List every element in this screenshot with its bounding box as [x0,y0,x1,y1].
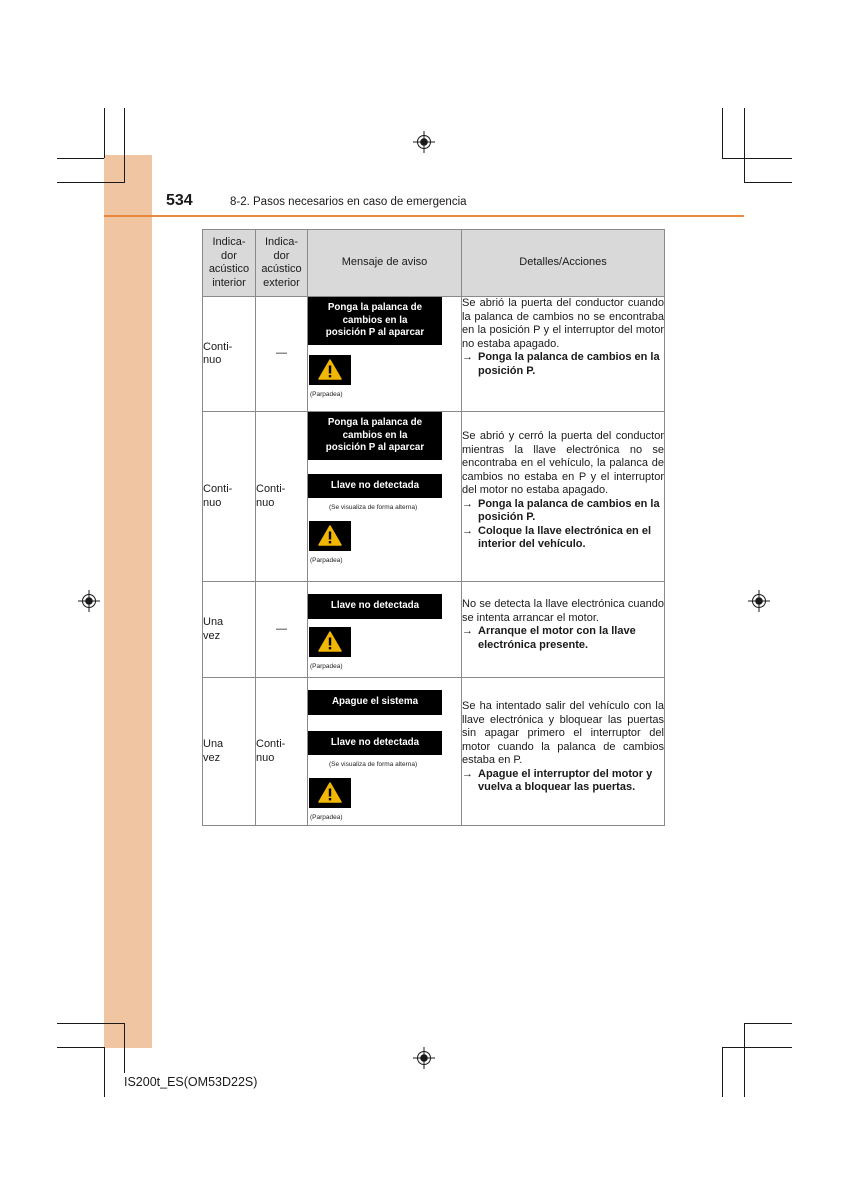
action-item: → Ponga la palanca de cambios en la posición P. [462,351,660,377]
crop-mark [744,1023,745,1097]
col-header-message: Mensaje de aviso [308,230,462,297]
interior-buzzer: Conti- nuo [203,412,256,582]
crop-mark [722,108,723,158]
warning-message-cell [308,678,462,826]
alternate-note: (Se visualiza de forma alterna) [329,761,418,768]
warning-triangle-icon [309,355,351,385]
exterior-buzzer: — [256,297,308,412]
warning-message-cell [308,412,462,582]
table-header-row [203,230,665,297]
registration-mark-icon [748,590,770,612]
action-item: → Ponga la palanca de cambios en la posición P. [462,497,660,523]
warning-table [202,229,665,826]
interior-buzzer: Una vez [203,582,256,678]
arrow-icon: → [462,625,473,637]
exterior-buzzer: — [256,582,308,678]
blink-note: (Parpadea) [310,662,343,670]
crop-mark [744,182,792,183]
header-rule [104,215,744,217]
action-item: → Arranque el motor con la llave electrónica presente. [462,625,636,651]
crop-mark [722,1047,792,1048]
crop-mark [104,108,105,158]
col-header-details: Detalles/Acciones [462,230,665,297]
exterior-buzzer: Conti- nuo [256,412,308,582]
crop-mark [722,158,792,159]
arrow-icon: → [462,767,473,780]
model-code: IS200t_ES(OM53D22S) [124,1075,258,1089]
warning-message-display: Llave no detectada [308,731,442,756]
table-row [203,297,665,412]
exterior-buzzer: Conti- nuo [256,678,308,826]
side-color-band [104,155,152,1048]
action-item: → Coloque la llave electrónica en el interior del vehículo. [462,524,652,550]
crop-mark [722,1047,723,1097]
arrow-icon: → [462,497,473,510]
details-text: Se abrió y cerró la puerta del conductor mientras la llave electrónica no se encontraba en el vehículo, la palanca de cambios no estaba en P y el interruptor del motor no estaba apagado. [462,430,664,496]
interior-buzzer: Conti- nuo [203,297,256,412]
warning-message-display: Apague el sistema [308,690,442,715]
table-row [203,678,665,826]
crop-mark [124,1023,125,1073]
warning-message-cell [308,582,462,678]
warning-triangle-icon [309,778,351,808]
crop-mark [57,1047,104,1048]
details-text: Se ha intentado salir del vehículo con la llave electrónica y bloquear las puertas sin apagar primero el interruptor del motor cuando la palanca de cambios estaba en P. [462,700,664,766]
crop-mark [57,1023,124,1024]
blink-note: (Parpadea) [310,390,343,398]
details-cell [462,678,665,826]
warning-triangle-icon [309,521,351,551]
action-item: → Apague el interruptor del motor y vuelva a bloquear las puertas. [462,767,653,793]
section-title: 8-2. Pasos necesarios en caso de emergencia [230,196,467,208]
warning-triangle-icon [309,627,351,657]
warning-message-display: Llave no detectada [308,474,442,499]
warning-message-cell [308,297,462,412]
warning-message-display: Ponga la palanca de cambios en la posición P al aparcar [308,297,442,345]
arrow-icon: → [462,351,473,363]
warning-message-display: Llave no detectada [308,594,442,619]
crop-mark [124,108,125,183]
details-text: No se detecta la llave electrónica cuando se intenta arrancar el motor. [462,598,664,624]
registration-mark-icon [413,131,435,153]
details-cell [462,297,665,412]
details-cell [462,582,665,678]
details-text: Se abrió la puerta del conductor cuando la palanca de cambios no se encontraba en la posición P y el interruptor del motor no estaba apagado. [462,297,664,350]
page-number: 534 [166,192,193,209]
registration-mark-icon [413,1047,435,1069]
col-header-interior: Indica- dor acústico interior [203,230,256,297]
interior-buzzer: Una vez [203,678,256,826]
crop-mark [57,158,104,159]
col-header-exterior: Indica- dor acústico exterior [256,230,308,297]
crop-mark [57,182,124,183]
crop-mark [104,1047,105,1097]
arrow-icon: → [462,524,473,537]
registration-mark-icon [78,590,100,612]
crop-mark [744,1023,792,1024]
details-cell [462,412,665,582]
crop-mark [744,108,745,183]
table-row [203,582,665,678]
blink-note: (Parpadea) [310,556,343,564]
warning-message-display: Ponga la palanca de cambios en la posición P al aparcar [308,412,442,460]
alternate-note: (Se visualiza de forma alterna) [329,504,418,511]
table-row [203,412,665,582]
blink-note: (Parpadea) [310,813,343,821]
